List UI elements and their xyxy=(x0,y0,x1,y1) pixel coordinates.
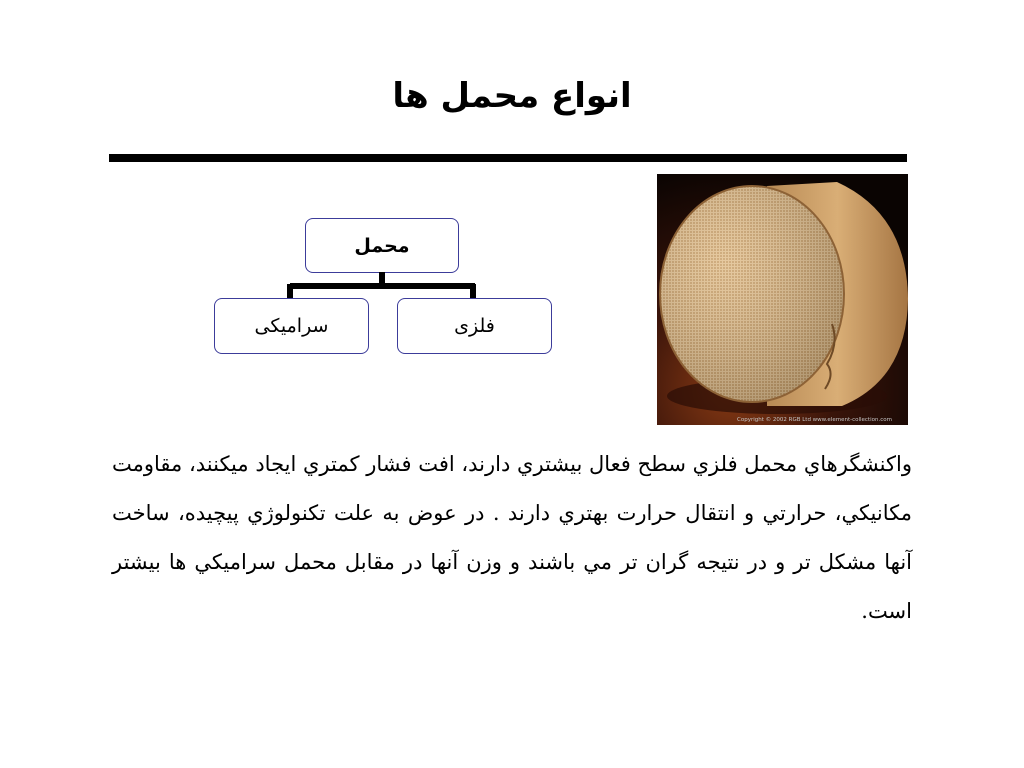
diagram-root-label: محمل xyxy=(354,234,410,257)
diagram-node-metal-label: فلزی xyxy=(454,315,495,337)
diagram-node-ceramic xyxy=(214,298,369,354)
slide-title: انواع محمل ها xyxy=(392,76,632,116)
photo-copyright: Copyright © 2002 RGB Ltd www.element-collection.com xyxy=(737,417,892,423)
title-divider xyxy=(109,154,907,162)
ceramic-monolith-icon xyxy=(657,174,908,425)
diagram-root-node xyxy=(305,218,459,273)
diagram-node-metal xyxy=(397,298,552,354)
monolith-photo xyxy=(657,174,908,425)
body-paragraph: واكنشگرهاي محمل فلزي سطح فعال بيشتري دارند، افت فشار كمتري ايجاد ميكنند، مقاومت مكانيكي، حرارتي و انتقال حرارت بهتري دارند . در عوض به علت تكنولوژي پيچيده، ساخت آنها مشكل تر و در نتيجه گران تر مي باشند و وزن آنها در مقابل محمل سراميكي ها بيشتر است. xyxy=(112,452,912,623)
diagram-node-ceramic-label: سرامیکی xyxy=(254,315,329,337)
